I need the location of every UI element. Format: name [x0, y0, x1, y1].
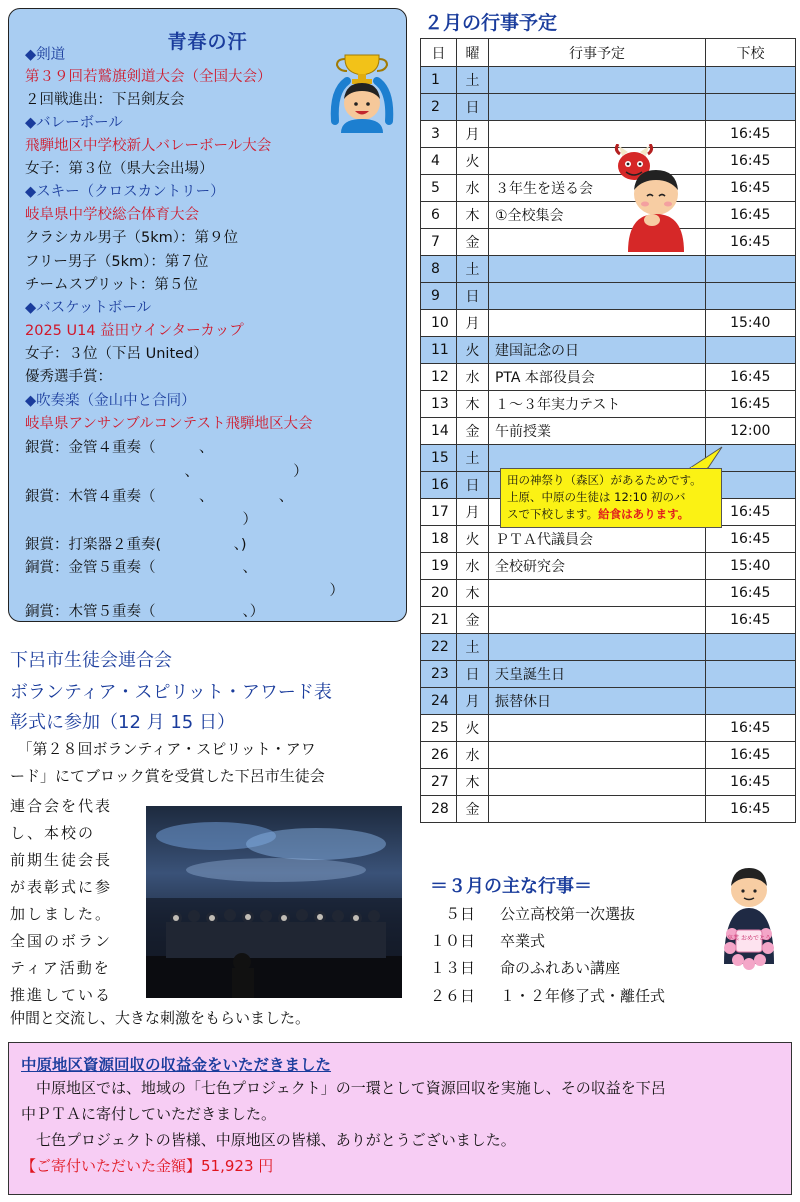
article-body-line: 全国のボラン [10, 932, 113, 950]
article-body-line: ティア活動を [10, 959, 111, 977]
schedule-row [421, 67, 796, 94]
recycling-title: 中原地区資源回収の収益金をいただきました [21, 1056, 332, 1074]
setsubun-oni-kid-illustration [612, 144, 692, 252]
schedule-day: 23 [421, 661, 457, 688]
schedule-dismissal-time: 16:45 [706, 607, 796, 634]
sports-line-text: 銅賞：木管５重奏（ 、） [25, 604, 265, 620]
schedule-event: 建国記念の日 [488, 337, 705, 364]
schedule-dismissal-time [706, 688, 796, 715]
schedule-row [421, 283, 796, 310]
schedule-row [421, 391, 796, 418]
schedule-dismissal-time [706, 283, 796, 310]
schedule-weekday: 金 [456, 607, 488, 634]
march-event-item [430, 903, 635, 924]
sports-line-text: フリー男子（5km）：第７位 [25, 254, 209, 270]
march-event-name: 卒業式 [500, 932, 546, 950]
schedule-weekday: 水 [456, 364, 488, 391]
schedule-dismissal-time: 16:45 [706, 769, 796, 796]
header-weekday: 曜 [456, 39, 488, 67]
schedule-dismissal-time: 16:45 [706, 796, 796, 823]
sports-line-event: 岐阜県中学校総合体育大会 [25, 207, 199, 223]
schedule-dismissal-time: 16:45 [706, 148, 796, 175]
schedule-event: ３年生を送る会 [488, 175, 705, 202]
trophy-kid-illustration [327, 47, 397, 133]
sports-line-text: 女子：３位（下呂 United） [25, 346, 208, 362]
article-body-line: が表彰式に参 [10, 878, 113, 896]
graduation-kid-illustration [714, 864, 784, 972]
schedule-event [488, 283, 705, 310]
schedule-row [421, 607, 796, 634]
award-ceremony-photo [146, 806, 402, 998]
schedule-day: 10 [421, 310, 457, 337]
schedule-day: 11 [421, 337, 457, 364]
schedule-header-row [421, 39, 796, 67]
schedule-row [421, 148, 796, 175]
schedule-dismissal-time: 16:45 [706, 364, 796, 391]
schedule-dismissal-time [706, 94, 796, 121]
schedule-row [421, 796, 796, 823]
schedule-weekday: 土 [456, 256, 488, 283]
sports-line-text: 銀賞：木管４重奏（ 、 、 [25, 489, 294, 505]
schedule-event: 午前授業 [488, 418, 705, 445]
schedule-weekday: 土 [456, 634, 488, 661]
schedule-day: 7 [421, 229, 457, 256]
march-events-title: ＝３月の主な行事＝ [430, 876, 592, 897]
schedule-weekday: 月 [456, 499, 488, 526]
schedule-weekday: 土 [456, 445, 488, 472]
schedule-event: ＰＴＡ代議員会 [488, 526, 705, 553]
schedule-row [421, 769, 796, 796]
march-event-item [430, 985, 665, 1006]
sports-line-head: ◆バレーボール [25, 115, 123, 131]
schedule-day: 24 [421, 688, 457, 715]
schedule-weekday: 木 [456, 769, 488, 796]
schedule-row [421, 175, 796, 202]
schedule-weekday: 金 [456, 229, 488, 256]
schedule-event: ①全校集会 [488, 202, 705, 229]
schedule-dismissal-time: 16:45 [706, 526, 796, 553]
callout-line-1: 田の神祭り（森区）があるためです。 [507, 473, 702, 487]
schedule-weekday: 日 [456, 661, 488, 688]
schedule-day: 18 [421, 526, 457, 553]
schedule-weekday: 木 [456, 580, 488, 607]
schedule-row [421, 364, 796, 391]
article-last-line: 仲間と交流し、大きな刺激をもらいました。 [10, 1009, 311, 1027]
schedule-day: 2 [421, 94, 457, 121]
sports-line-head: ◆吹奏楽（金山中と合同） [25, 393, 196, 409]
schedule-day: 1 [421, 67, 457, 94]
schedule-row [421, 688, 796, 715]
sports-line-text: 銀賞：打楽器２重奏( 、) [25, 537, 247, 553]
schedule-row [421, 526, 796, 553]
schedule-day: 3 [421, 121, 457, 148]
schedule-day: 26 [421, 742, 457, 769]
schedule-row [421, 634, 796, 661]
schedule-weekday: 金 [456, 418, 488, 445]
schedule-day: 8 [421, 256, 457, 283]
article-body-line: ード」にてブロック賞を受賞した下呂市生徒会 [10, 767, 325, 785]
sports-line-event: 岐阜県アンサンブルコンテスト飛騨地区大会 [25, 416, 313, 432]
lunch-note: 給食はあります。 [598, 507, 690, 521]
schedule-day: 27 [421, 769, 457, 796]
schedule-day: 25 [421, 715, 457, 742]
schedule-event: PTA 本部役員会 [488, 364, 705, 391]
sports-line-text: ２回戦進出：下呂剣友会 [25, 92, 185, 108]
schedule-event: 天皇誕生日 [488, 661, 705, 688]
march-event-item [430, 957, 620, 978]
march-event-date: １０日 [430, 932, 476, 950]
schedule-weekday: 月 [456, 310, 488, 337]
article-body-line: 加しました。 [10, 905, 113, 923]
schedule-weekday: 日 [456, 94, 488, 121]
callout-line-3: スで下校します。給食はあります。 [507, 507, 690, 521]
schedule-row [421, 553, 796, 580]
article-body-line: 前期生徒会長 [10, 851, 113, 869]
schedule-dismissal-time [706, 67, 796, 94]
schedule-event: 全校研究会 [488, 553, 705, 580]
schedule-day: 17 [421, 499, 457, 526]
schedule-row [421, 715, 796, 742]
schedule-row [421, 229, 796, 256]
schedule-row [421, 661, 796, 688]
schedule-day: 9 [421, 283, 457, 310]
schedule-dismissal-time: 16:45 [706, 499, 796, 526]
sports-line-text: ） [25, 512, 257, 528]
schedule-dismissal-time: 16:45 [706, 202, 796, 229]
sports-title: 青春の汗 [167, 31, 248, 53]
schedule-weekday: 土 [456, 67, 488, 94]
sports-line-head: ◆バスケットボール [25, 300, 152, 316]
schedule-weekday: 月 [456, 688, 488, 715]
schedule-dismissal-time: 16:45 [706, 715, 796, 742]
schedule-weekday: 火 [456, 526, 488, 553]
schedule-row [421, 310, 796, 337]
schedule-row [421, 337, 796, 364]
schedule-day: 5 [421, 175, 457, 202]
article-heading-line-2: ボランティア・スピリット・アワード表 [10, 682, 332, 703]
schedule-dismissal-time: 16:45 [706, 580, 796, 607]
schedule-day: 14 [421, 418, 457, 445]
sports-line-event: 第３９回若鷲旗剣道大会（全国大会） [25, 69, 272, 85]
sports-line-event: 2025 U14 益田ウインターカップ [25, 323, 244, 339]
header-dismissal: 下校 [706, 39, 796, 67]
donation-amount: 【ご寄付いただいた金額】51,923 円 [21, 1157, 274, 1175]
schedule-weekday: 水 [456, 553, 488, 580]
schedule-weekday: 金 [456, 796, 488, 823]
schedule-dismissal-time [706, 634, 796, 661]
article-body-line: し、本校の [10, 824, 96, 842]
sports-line-text: チームスプリット：第５位 [25, 277, 198, 293]
schedule-dismissal-time: 16:45 [706, 121, 796, 148]
article-heading-line-3: 彰式に参加（12 月 15 日） [10, 712, 235, 733]
schedule-weekday: 日 [456, 283, 488, 310]
schedule-day: 4 [421, 148, 457, 175]
schedule-row [421, 418, 796, 445]
graduation-sash-text: 卒業 おめでとう [727, 935, 771, 942]
article-heading-line-1: 下呂市生徒会連合会 [10, 650, 172, 671]
schedule-weekday: 日 [456, 472, 488, 499]
schedule-weekday: 水 [456, 175, 488, 202]
schedule-weekday: 火 [456, 148, 488, 175]
schedule-weekday: 火 [456, 715, 488, 742]
schedule-row [421, 121, 796, 148]
sports-line-text: 女子：第３位（県大会出場） [25, 161, 214, 177]
schedule-day: 22 [421, 634, 457, 661]
march-event-date: ２６日 [430, 987, 476, 1005]
schedule-weekday: 火 [456, 337, 488, 364]
schedule-row [421, 580, 796, 607]
dismissal-note-callout [500, 468, 722, 528]
recycling-text-line: 中ＰＴＡに寄付していただきました。 [21, 1105, 277, 1123]
march-event-item [430, 930, 545, 951]
recycling-text-line: 中原地区では、地域の「七色プロジェクト」の一環として資源回収を実施し、その収益を下呂 [21, 1079, 666, 1097]
schedule-event [488, 94, 705, 121]
schedule-weekday: 水 [456, 742, 488, 769]
header-day: 日 [421, 39, 457, 67]
schedule-weekday: 木 [456, 202, 488, 229]
schedule-day: 20 [421, 580, 457, 607]
sports-line-head: ◆剣道 [25, 47, 66, 63]
article-body-line: 「第２８回ボランティア・スピリット・アワ [10, 740, 316, 758]
schedule-day: 6 [421, 202, 457, 229]
article-body-line: 推進している [10, 986, 113, 1004]
schedule-dismissal-time: 16:45 [706, 391, 796, 418]
sports-line-text: クラシカル男子（5km）：第９位 [25, 230, 238, 246]
schedule-dismissal-time: 15:40 [706, 553, 796, 580]
schedule-dismissal-time: 15:40 [706, 310, 796, 337]
sports-line-event: 飛騨地区中学校新人バレーボール大会 [25, 138, 272, 154]
schedule-dismissal-time: 16:45 [706, 742, 796, 769]
callout-line-2: 上原、中原の生徒は 12:10 初のバ [507, 490, 686, 504]
schedule-day: 21 [421, 607, 457, 634]
march-event-name: １・２年修了式・離任式 [500, 987, 666, 1005]
schedule-event: １～３年実力テスト [488, 391, 705, 418]
schedule-event [488, 607, 705, 634]
schedule-event [488, 715, 705, 742]
schedule-dismissal-time: 16:45 [706, 229, 796, 256]
schedule-weekday: 月 [456, 121, 488, 148]
schedule-dismissal-time: 12:00 [706, 418, 796, 445]
february-schedule-table [420, 38, 796, 823]
schedule-event [488, 67, 705, 94]
schedule-day: 12 [421, 364, 457, 391]
schedule-event [488, 742, 705, 769]
sports-line-text: 銀賞：金管４重奏（ 、 [25, 440, 214, 456]
sports-line-text: ） [25, 583, 344, 599]
schedule-dismissal-time [706, 661, 796, 688]
schedule-event [488, 634, 705, 661]
header-event: 行事予定 [488, 39, 705, 67]
schedule-weekday: 木 [456, 391, 488, 418]
schedule-title: ２月の行事予定 [424, 12, 558, 34]
schedule-row [421, 94, 796, 121]
schedule-event [488, 796, 705, 823]
schedule-row [421, 202, 796, 229]
schedule-event: 振替休日 [488, 688, 705, 715]
march-event-date: １３日 [430, 959, 476, 977]
schedule-day: 28 [421, 796, 457, 823]
schedule-day: 16 [421, 472, 457, 499]
schedule-day: 13 [421, 391, 457, 418]
schedule-dismissal-time: 16:45 [706, 175, 796, 202]
schedule-dismissal-time [706, 337, 796, 364]
schedule-event [488, 769, 705, 796]
schedule-day: 19 [421, 553, 457, 580]
sports-results-box [8, 8, 407, 622]
recycling-text-line: 七色プロジェクトの皆様、中原地区の皆様、ありがとうございました。 [21, 1131, 516, 1149]
schedule-event [488, 310, 705, 337]
march-event-name: 公立高校第一次選抜 [500, 905, 636, 923]
recycling-donation-box [8, 1042, 792, 1195]
march-event-name: 命のふれあい講座 [500, 959, 621, 977]
schedule-row [421, 742, 796, 769]
sports-line-text: 優秀選手賞： [25, 369, 112, 385]
schedule-dismissal-time [706, 256, 796, 283]
article-body-line: 連合会を代表 [10, 797, 113, 815]
schedule-row [421, 256, 796, 283]
march-event-date: ５日 [430, 905, 476, 923]
schedule-event [488, 256, 705, 283]
sports-line-text: 、 ） [25, 464, 308, 480]
schedule-day: 15 [421, 445, 457, 472]
sports-line-head: ◆スキー（クロスカントリー） [25, 184, 225, 200]
schedule-event [488, 580, 705, 607]
sports-line-text: 銅賞：金管５重奏（ 、 [25, 560, 257, 576]
